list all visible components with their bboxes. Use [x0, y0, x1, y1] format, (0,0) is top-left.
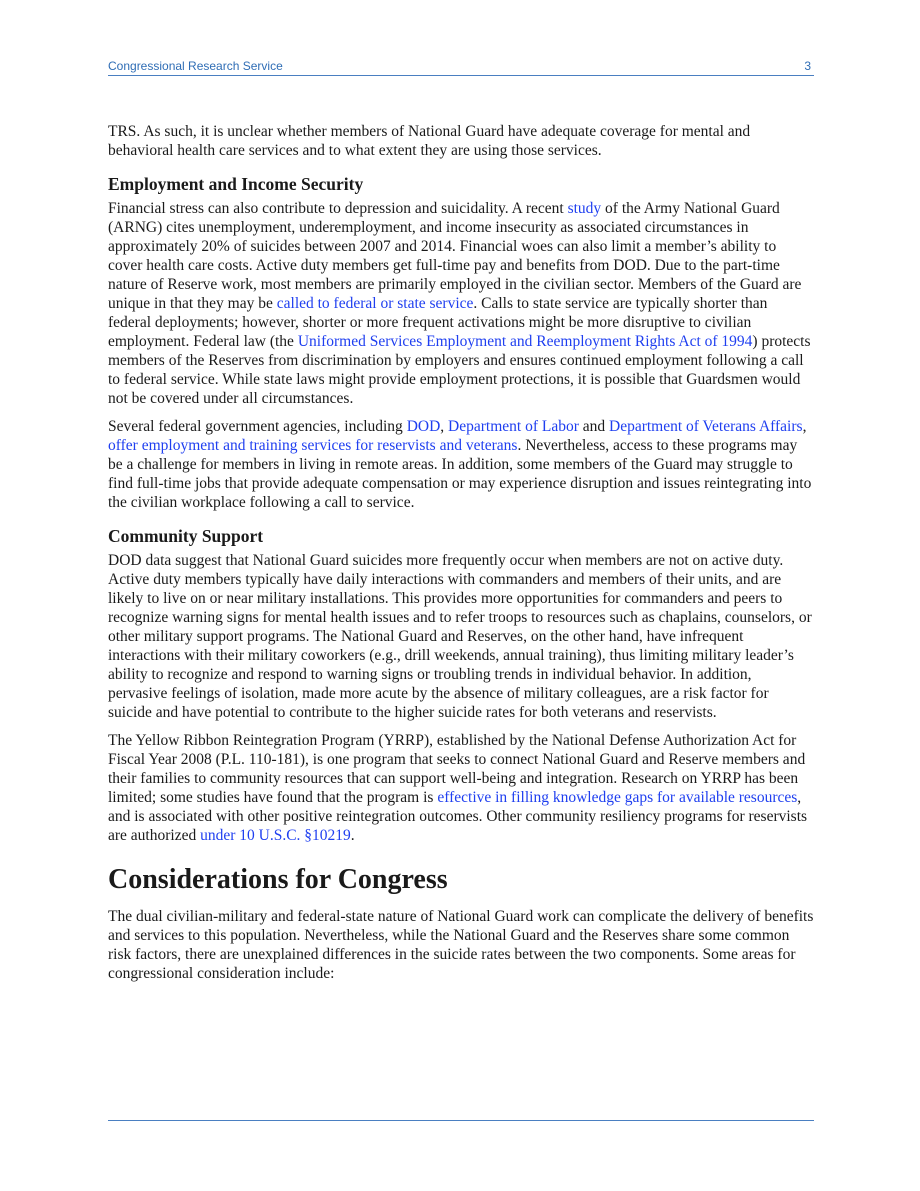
page-number: 3 — [804, 59, 811, 73]
link-federal-state-service[interactable]: called to federal or state service — [276, 295, 474, 312]
link-userra[interactable]: Uniformed Services Employment and Reemployment Rights Act of 1994 — [297, 333, 753, 350]
header-org-name: Congressional Research Service — [108, 59, 283, 73]
link-employment-training-services[interactable]: offer employment and training services for reservists and veterans — [108, 437, 518, 454]
paragraph-considerations: The dual civilian-military and federal-state nature of National Guard work can complicate the delivery of benefits and services to this population. Nevertheless, while the National Guard and the Reserves share some common risk factors, there are unexplained differences in the suicide rates between the two components. Some areas for congressional consideration include: — [108, 908, 814, 982]
paragraph-trs: TRS. As such, it is unclear whether members of National Guard have adequate coverage for mental and behavioral health care services and to what extent they are using those services. — [108, 123, 751, 159]
paragraph-yrrp: The Yellow Ribbon Reintegration Program (YRRP), established by the National Defense Authorization Act for Fiscal Year 2008 (P.L. 110-181), is one program that seeks to connect National Guard and Reserve members and their families to community resources that can support well-being and integration. Research on YRRP has been limited; some studies have found that the program is effective in filling knowledge gaps for available resources, and is associated with other positive reintegration outcomes. Other community resiliency programs for reservists are authorized under 10 U.S.C. §10219. — [108, 732, 808, 844]
link-veterans-affairs[interactable]: Department of Veterans Affairs — [609, 418, 803, 435]
page-header — [108, 59, 814, 76]
heading-considerations-for-congress: Considerations for Congress — [108, 864, 448, 895]
paragraph-federal-agencies: Several federal government agencies, including DOD, Department of Labor and Department of Veterans Affairs, offer employment and training services for reservists and veterans. Nevertheless, access to these programs may be a challenge for members in living in remote areas. In addition, some members of the Guard may struggle to find full-time jobs that provide adequate compensation or may experience disruption and issues reintegrating into the civilian workplace following a call to service. — [108, 418, 812, 511]
link-10-usc-10219[interactable]: under 10 U.S.C. §10219 — [200, 827, 351, 844]
document-body — [108, 122, 814, 992]
heading-community-support: Community Support — [108, 526, 264, 546]
heading-employment: Employment and Income Security — [108, 174, 364, 194]
footer-divider — [108, 1120, 814, 1121]
link-effective-knowledge-gaps[interactable]: effective in filling knowledge gaps for available resources — [437, 789, 798, 806]
link-dod[interactable]: DOD — [406, 418, 441, 435]
paragraph-dod-data: DOD data suggest that National Guard suicides more frequently occur when members are not on active duty. Active duty members typically have daily interactions with commanders and members of their units, and are likely to live on or near military installations. This provides more opportunities for commanders and peers to recognize warning signs for mental health issues and to refer troops to resources such as chaplains, counselors, or other military support programs. The National Guard and Reserves, on the other hand, have infrequent interactions with their military coworkers (e.g., drill weekends, annual training), thus limiting military leader’s ability to recognize and respond to warning signs or troubling trends in individual behavior. In addition, pervasive feelings of isolation, made more acute by the absence of military colleagues, are a risk factor for suicide and have potential to contribute to the higher suicide rates for both veterans and reservists. — [108, 552, 812, 721]
link-department-of-labor[interactable]: Department of Labor — [448, 418, 579, 435]
link-study[interactable]: study — [567, 200, 602, 217]
paragraph-financial-stress: Financial stress can also contribute to depression and suicidality. A recent study of the Army National Guard (ARNG) cites unemployment, underemployment, and income insecurity as associated circumstances in approximately 20% of suicides between 2007 and 2014. Financial woes can also limit a member’s ability to cover health care costs. Active duty members get full-time pay and benefits from DOD. Due to the part-time nature of Reserve work, most members are primarily employed in the civilian sector. Members of the Guard are unique in that they may be called to federal or state service. Calls to state service are typically shorter than federal deployments; however, shorter or more frequent activations might be more disruptive to civilian employment. Federal law (the Uniformed Services Employment and Reemployment Rights Act of 1994) protects members of the Reserves from discrimination by employers and ensures continued employment following a call to federal service. While state laws might provide employment protections, it is possible that Guardsmen would not be covered under all circumstances. — [108, 200, 811, 407]
